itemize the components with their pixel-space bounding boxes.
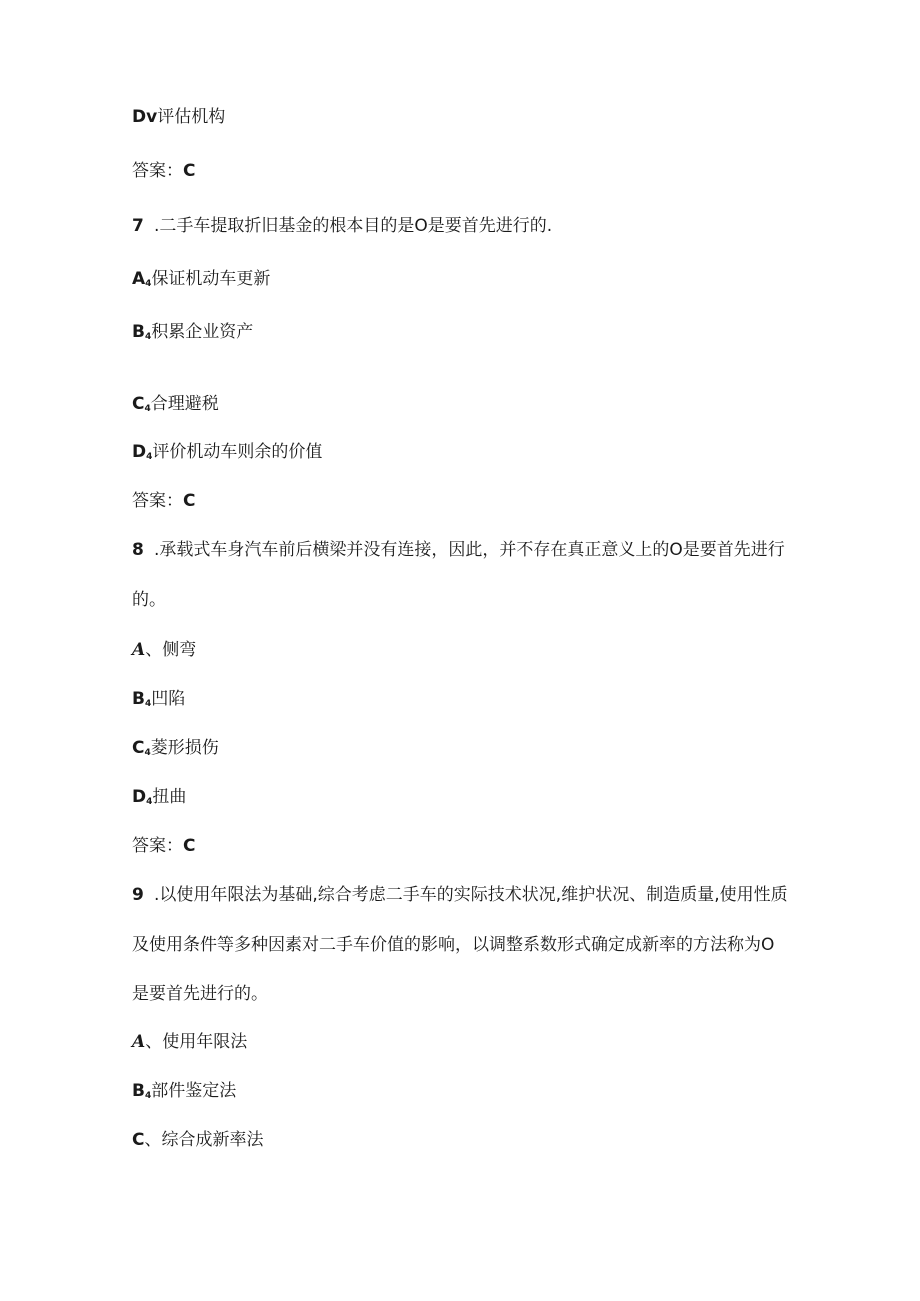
option-subscript: 4 <box>144 332 152 342</box>
answer-label: 答案： <box>132 836 183 856</box>
answer-label: 答案： <box>132 491 183 511</box>
question-text: .承载式车身汽车前后横梁并没有连接，因此，并不存在真正意义上的O是要首先进行 <box>154 540 785 560</box>
question-number: 7 <box>132 216 144 236</box>
option-separator: 、 <box>145 640 163 660</box>
answer-value: C <box>183 161 196 181</box>
q8-option-c <box>132 737 219 764</box>
q8-option-d <box>132 786 186 813</box>
answer-label: 答案： <box>132 161 183 181</box>
option-text: 评价机动车则余的价值 <box>152 442 323 462</box>
q8-answer <box>132 835 195 857</box>
question-text: 及使用条件等多种因素对二手车价值的影响，以调整系数形式确定成新率的方法称为O <box>132 935 775 955</box>
option-letter: B <box>132 322 145 342</box>
option-subscript: 4 <box>146 797 153 807</box>
option-subscript: 4 <box>144 1091 152 1101</box>
option-letter: D <box>132 442 147 462</box>
question-number: 8 <box>132 540 144 560</box>
option-text: 综合成新率法 <box>161 1130 264 1150</box>
option-subscript: 4 <box>144 748 151 758</box>
q7-question <box>132 215 552 237</box>
question-text: .二手车提取折旧基金的根本目的是O是要首先进行的. <box>154 216 553 236</box>
option-subscript: 4 <box>144 699 152 709</box>
option-letter: B <box>132 1081 145 1101</box>
q9-option-b <box>132 1080 236 1107</box>
option-text: 凹陷 <box>151 689 186 709</box>
option-text: 扭曲 <box>152 787 187 807</box>
option-text: 菱形损伤 <box>150 738 219 758</box>
q8-question-cont <box>132 589 166 611</box>
q6-option-d <box>132 106 225 128</box>
question-text: .以使用年限法为基础,综合考虑二手车的实际技术状况,维护状况、制造质量,使用性质 <box>154 885 788 905</box>
option-letter: A <box>132 1032 146 1052</box>
q9-question-cont-2 <box>132 983 268 1005</box>
q9-question-cont-1 <box>132 934 774 956</box>
option-separator: v <box>146 107 158 127</box>
q7-option-b <box>132 321 253 348</box>
question-text: 的。 <box>132 590 166 610</box>
q9-option-c <box>132 1129 263 1151</box>
option-letter: B <box>132 689 145 709</box>
q6-answer <box>132 160 195 182</box>
option-text: 使用年限法 <box>162 1032 248 1052</box>
option-text: 保证机动车更新 <box>151 269 271 289</box>
question-number: 9 <box>132 885 144 905</box>
option-letter: C <box>132 1130 145 1150</box>
option-separator: 、 <box>144 1130 162 1150</box>
q7-option-a <box>132 268 270 295</box>
option-letter: A <box>132 640 146 660</box>
q7-option-d <box>132 441 322 468</box>
question-text: 是要首先进行的。 <box>132 984 268 1004</box>
q8-option-b <box>132 688 185 715</box>
answer-value: C <box>183 491 196 511</box>
q8-question <box>132 539 785 561</box>
option-text: 评估机构 <box>157 107 226 127</box>
answer-value: C <box>183 836 196 856</box>
option-letter: C <box>132 394 145 414</box>
q7-answer <box>132 490 195 512</box>
option-letter: D <box>132 107 147 127</box>
option-text: 侧弯 <box>162 640 197 660</box>
option-text: 部件鉴定法 <box>151 1081 237 1101</box>
option-subscript: 4 <box>145 279 152 289</box>
option-text: 积累企业资产 <box>151 322 254 342</box>
option-separator: 、 <box>145 1032 163 1052</box>
option-letter: A <box>132 269 146 289</box>
option-subscript: 4 <box>144 404 151 414</box>
option-letter: D <box>132 787 147 807</box>
option-subscript: 4 <box>146 452 153 462</box>
q9-question <box>132 884 788 906</box>
q9-option-a <box>132 1031 247 1053</box>
q8-option-a <box>132 639 196 661</box>
option-letter: C <box>132 738 145 758</box>
option-text: 合理避税 <box>150 394 219 414</box>
q7-option-c <box>132 393 219 420</box>
